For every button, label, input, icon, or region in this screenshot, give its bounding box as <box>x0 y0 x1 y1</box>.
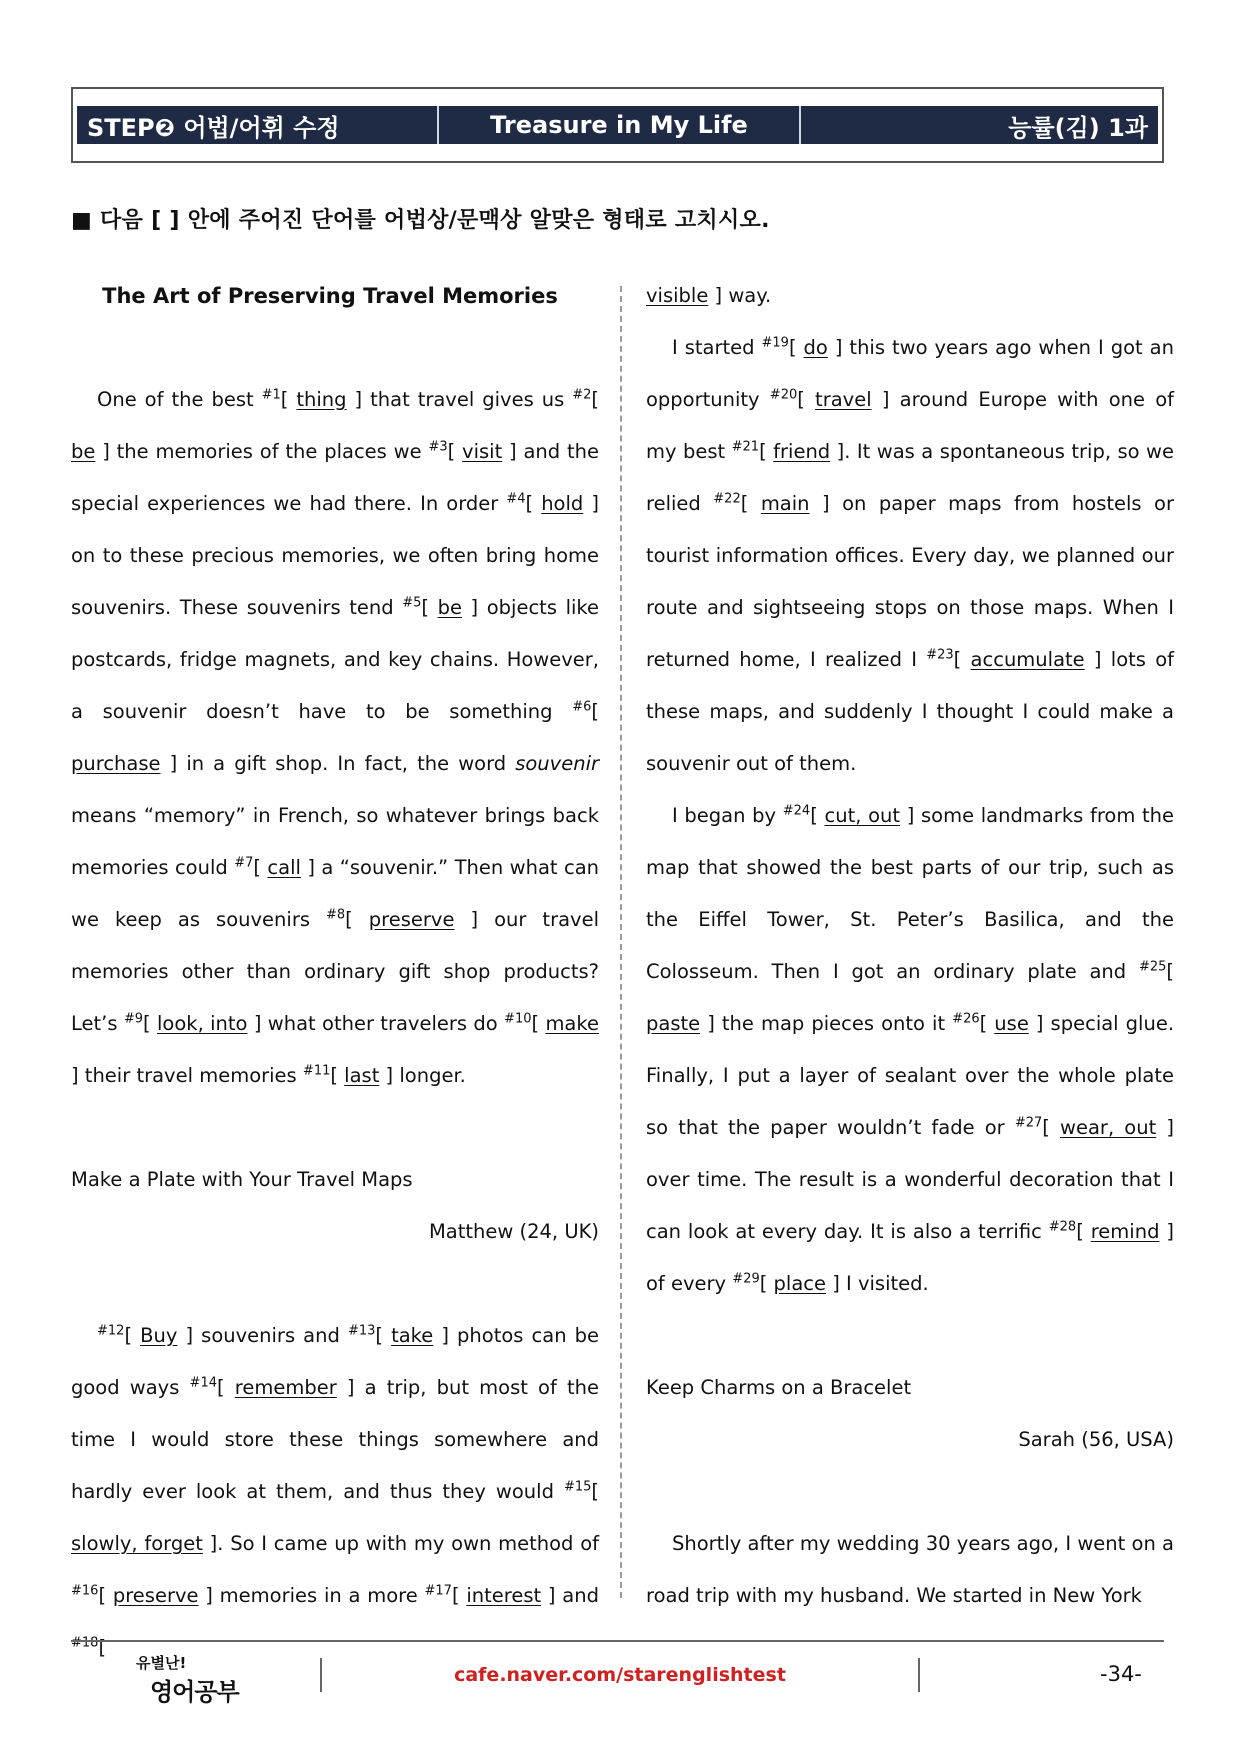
section1-paragraph-2: I started $^{\#19}$[ do ] this two years ago when I got an opportunity $^{\#20}$[ travel ] around Europe with one of my best $^{\#21}$[ friend ]. It was a spontaneous trip, so we relied $^{\#22}$[ main ] on paper maps from hostels or tourist information offices. Every day, we planned our route and sightseeing stops on those maps. When I returned home, I realized I $^{\#23}$[ accumulate ] lots of these maps, and suddenly I thought I could make a souvenir out of them. <box>646 335 1174 775</box>
blank-word: interest <box>466 1584 542 1607</box>
blank-word: place <box>773 1272 827 1295</box>
blank-number: #28 <box>1048 1219 1077 1235</box>
page-number: -34- <box>1100 1662 1142 1686</box>
blank-word: hold <box>541 492 584 515</box>
blank-number: #21 <box>731 439 760 455</box>
left-column <box>71 270 599 1674</box>
footer-separator <box>918 1658 920 1692</box>
blank-number: #11 <box>302 1063 331 1079</box>
blank-word: do <box>803 336 828 359</box>
blank-number: #19 <box>761 335 789 351</box>
blank-word: main <box>760 492 810 515</box>
footer-divider <box>71 1640 1164 1642</box>
blank-word: visible <box>646 284 709 307</box>
blank-word: call <box>267 856 301 879</box>
blank-word: Buy <box>140 1324 178 1347</box>
blank-number: #17 <box>424 1583 452 1599</box>
blank-word: preserve <box>368 908 455 931</box>
blank-number: #15 <box>563 1479 592 1495</box>
blank-word: remember <box>234 1376 337 1399</box>
blank-word: remind <box>1090 1220 1160 1243</box>
blank-word: use <box>994 1012 1029 1035</box>
blank-number: #23 <box>926 647 954 663</box>
blank-number: #25 <box>1138 959 1167 975</box>
italic-word: souvenir <box>515 752 599 775</box>
blank-word: friend <box>773 440 831 463</box>
blank-word: slowly, forget <box>71 1532 203 1555</box>
column-divider <box>620 286 622 1598</box>
blank-word: preserve <box>112 1584 199 1607</box>
blank-number: #13 <box>347 1323 376 1339</box>
blank-number: #14 <box>189 1375 217 1391</box>
blank-word: be <box>71 440 96 463</box>
section1-paragraph-1-continued: visible ] way. <box>646 284 772 307</box>
blank-word: visit <box>462 440 503 463</box>
blank-word: be <box>437 596 462 619</box>
blank-number: #6 <box>572 699 592 715</box>
blank-word: cut, out <box>824 804 901 827</box>
blank-number: #8 <box>326 907 346 923</box>
blank-number: #12 <box>97 1323 125 1339</box>
blank-word: wear, out <box>1060 1116 1157 1139</box>
right-column <box>646 270 1174 1622</box>
blank-number: #29 <box>732 1271 760 1287</box>
blank-number: #3 <box>428 439 448 455</box>
section2-heading: Keep Charms on a Bracelet <box>646 1376 912 1399</box>
section1-paragraph-1: $^{\#12}$[ Buy ] souvenirs and $^{\#13}$[ take ] photos can be good ways $^{\#14}$[ remember ] a trip, but most of the time I would store these things somewhere and hardly ever look at them, and thus they would $^{\#15}$[ slowly, forget ]. So I came up with my own method of $^{\#16}$[ preserve ] memories in a more $^{\#17}$[ interest ] and $^{\#18}$[ <box>71 1323 599 1659</box>
blank-number: #1 <box>261 387 281 403</box>
header-lesson: 능률(김) 1과 <box>1008 113 1148 142</box>
blank-number: #10 <box>504 1011 532 1027</box>
header-step: STEP❷ 어법/어휘 수정 <box>77 106 439 144</box>
blank-number: #4 <box>506 491 526 507</box>
blank-word: paste <box>646 1012 701 1035</box>
blank-number: #7 <box>234 855 254 871</box>
article-title: The Art of Preserving Travel Memories <box>102 284 558 308</box>
blank-word: make <box>545 1012 599 1035</box>
blank-number: #26 <box>952 1011 980 1027</box>
blank-word: look, into <box>157 1012 248 1035</box>
blank-word: travel <box>815 388 872 411</box>
section2-author: Sarah (56, USA) <box>1018 1428 1174 1451</box>
blank-number: #2 <box>572 387 592 403</box>
intro-paragraph: One of the best $^{\#1}$[ thing ] that travel gives us $^{\#2}$[ be ] the memories of the places we $^{\#3}$[ visit ] and the special experiences we had there. In order $^{\#4}$[ hold ] on to these precious memories, we often bring home souvenirs. These souvenirs tend $^{\#5}$[ be ] objects like postcards, fridge magnets, and key chains. However, a souvenir doesn’t have to be something $^{\#6}$[ purchase ] in a gift shop. In fact, the word souvenir means “memory” in French, so whatever brings back memories could $^{\#7}$[ call ] a “souvenir.” Then what can we keep as souvenirs $^{\#8}$[ preserve ] our travel memories other than ordinary gift shop products? Let’s $^{\#9}$[ look, into ] what other travelers do $^{\#10}$[ make ] their travel memories $^{\#11}$[ last ] longer. <box>71 387 600 1087</box>
footer-separator <box>320 1658 322 1692</box>
blank-number: #24 <box>782 803 811 819</box>
instruction: ■ 다음 [ ] 안에 주어진 단어를 어법상/문맥상 알맞은 형태로 고치시오. <box>71 208 770 233</box>
blank-number: #5 <box>402 595 422 611</box>
blank-number: #20 <box>769 387 798 403</box>
section1-author: Matthew (24, UK) <box>428 1220 599 1243</box>
header-bar <box>77 106 1158 144</box>
footer-url: cafe.naver.com/starenglishtest <box>454 1664 786 1686</box>
blank-number: #22 <box>713 491 741 507</box>
blank-number: #16 <box>71 1583 99 1599</box>
blank-word: last <box>344 1064 380 1087</box>
logo-line-1: 유별난! <box>136 1654 187 1672</box>
blank-number: #27 <box>1014 1115 1043 1131</box>
blank-word: thing <box>296 388 347 411</box>
blank-number: #9 <box>123 1011 144 1027</box>
section1-paragraph-3: I began by $^{\#24}$[ cut, out ] some landmarks from the map that showed the best parts of our trip, such as the Eiffel Tower, St. Peter’s Basilica, and the Colosseum. Then I got an ordinary plate and $^{\#25}$[ paste ] the map pieces onto it $^{\#26}$[ use ] special glue. Finally, I put a layer of sealant over the whole plate so that the paper wouldn’t fade or $^{\#27}$[ wear, out ] over time. The result is a wonderful decoration that I can look at every day. It is also a terrific $^{\#28}$[ remind ] of every $^{\#29}$[ place ] I visited. <box>646 803 1175 1295</box>
section2-paragraph-1: Shortly after my wedding 30 years ago, I went on a road trip with my husband. We started in New York <box>646 1532 1174 1607</box>
section1-heading: Make a Plate with Your Travel Maps <box>71 1168 413 1191</box>
blank-word: purchase <box>71 752 161 775</box>
header-title: Treasure in My Life <box>439 106 801 144</box>
blank-word: accumulate <box>970 648 1085 671</box>
blank-number: #18 <box>71 1635 99 1651</box>
footer-logo <box>130 1652 250 1710</box>
blank-word: take <box>391 1324 434 1347</box>
logo-line-2: 영어공부 <box>150 1678 239 1706</box>
